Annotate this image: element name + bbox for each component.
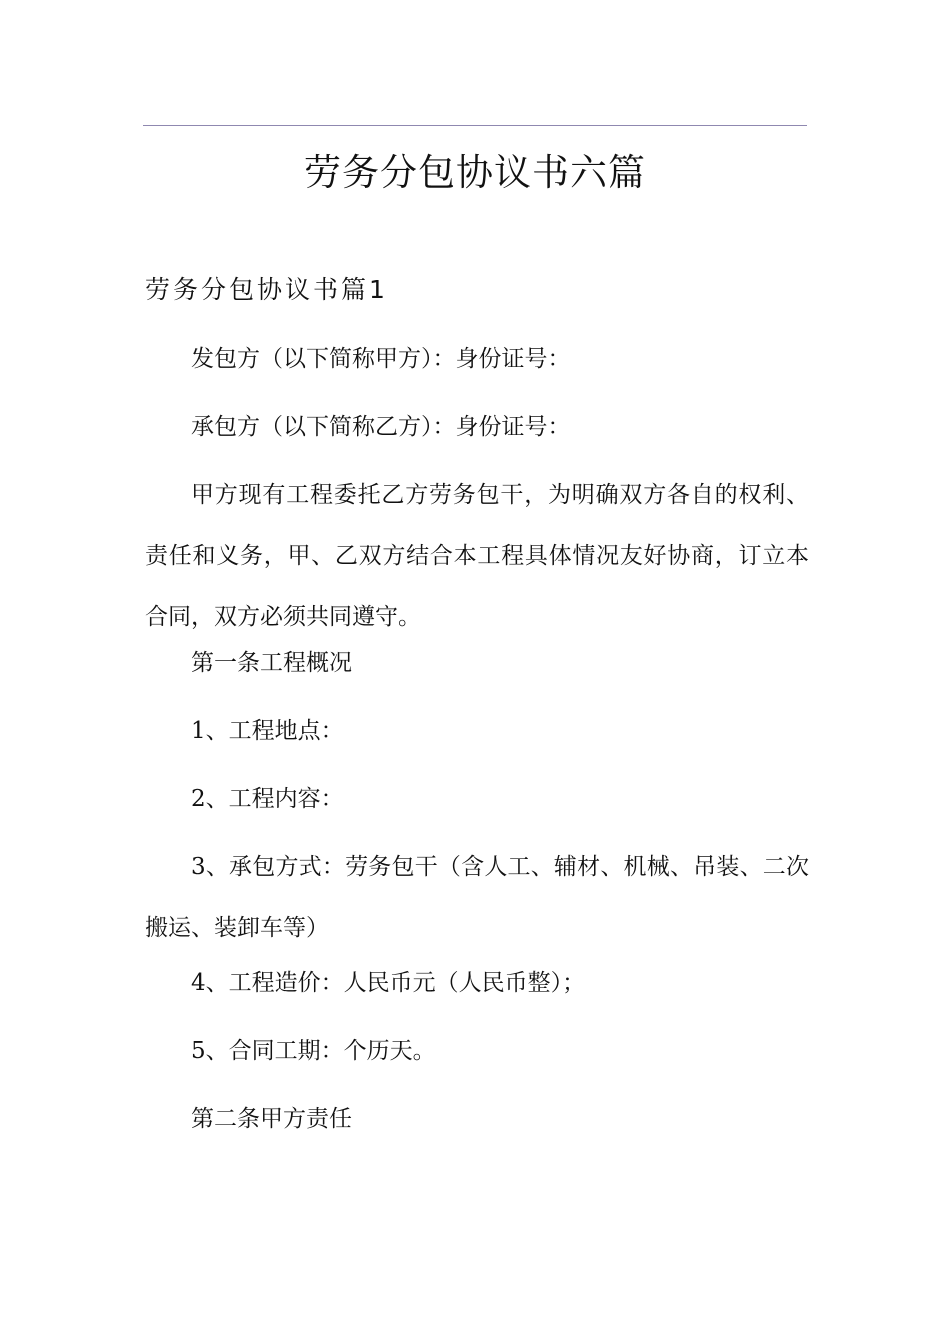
list-item-duration: 5、合同工期：个历天。 [191, 1038, 436, 1064]
article-1-heading: 第一条工程概况 [191, 650, 352, 676]
paragraph-intro: 甲方现有工程委托乙方劳务包干，为明确双方各自的权利、责任和义务，甲、乙双方结合本工程具体情况友好协商，订立本合同，双方必须共同遵守。 [145, 482, 809, 630]
document-title: 劳务分包协议书六篇 [304, 151, 646, 194]
paragraph-contractor: 承包方（以下简称乙方）：身份证号： [191, 414, 571, 440]
header-rule [143, 125, 807, 126]
article-2-heading: 第二条甲方责任 [191, 1106, 352, 1132]
list-item-content: 2、工程内容： [191, 786, 344, 812]
section-heading: 劳务分包协议书篇1 [145, 275, 388, 304]
list-item-contract-method: 3、承包方式：劳务包干（含人工、辅材、机械、吊装、二次搬运、装卸车等） [145, 854, 809, 941]
list-item-cost: 4、工程造价：人民币元（人民币整）； [191, 970, 586, 996]
list-item-location: 1、工程地点： [191, 718, 344, 744]
paragraph-issuer: 发包方（以下简称甲方）：身份证号： [191, 346, 571, 372]
